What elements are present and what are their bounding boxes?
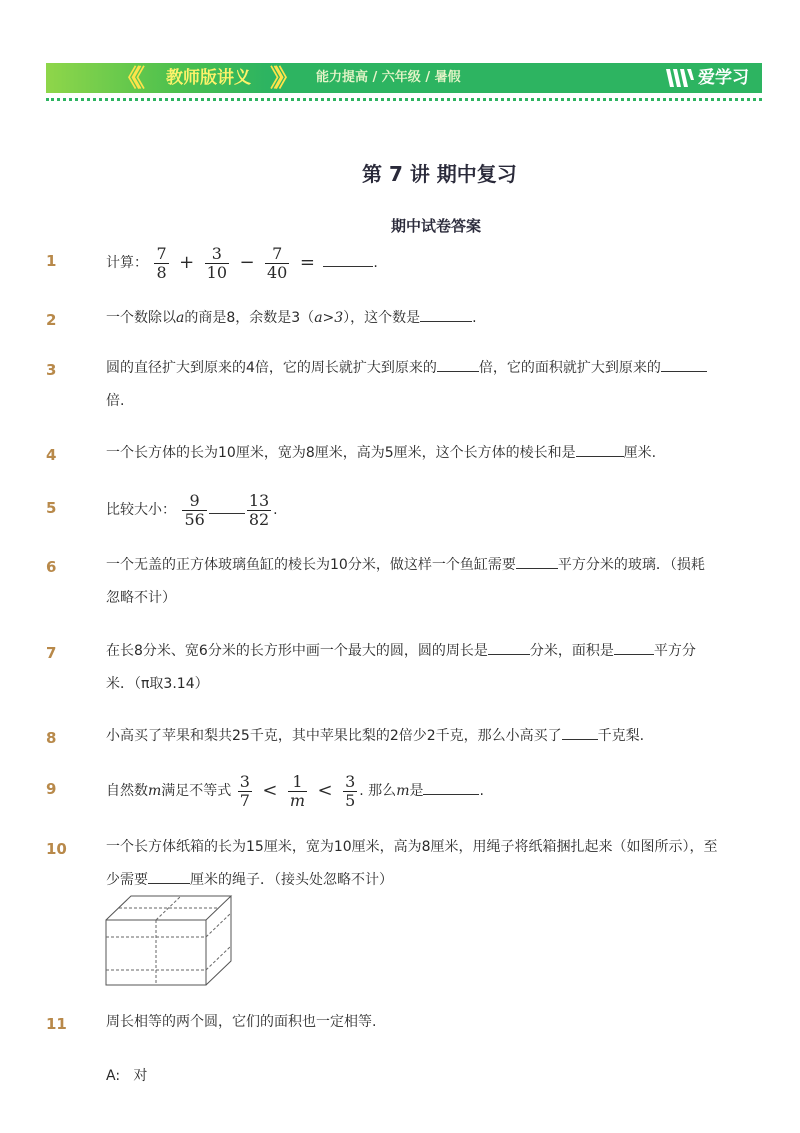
answer-blank[interactable] [420, 305, 472, 322]
fraction: $\frac{1}{m}$ [289, 771, 306, 810]
answer-blank[interactable] [423, 778, 479, 795]
fraction: $\frac{7}{8}$ [156, 243, 167, 282]
question-2 [106, 302, 718, 335]
answer-blank[interactable] [437, 355, 479, 372]
question-text: 周长相等的两个圆，它们的面积也一定相等. [106, 1014, 377, 1030]
question-text: 自然数 [106, 783, 148, 799]
question-text: ），这个数是 [343, 310, 421, 326]
question-number: 3 [46, 361, 57, 379]
question-10 [106, 831, 718, 897]
question-11 [106, 1006, 718, 1039]
answer-title: 期中试卷答案 [391, 217, 482, 235]
fraction: $\frac{3}{5}$ [345, 771, 356, 810]
question-text: 一个数除以 [106, 310, 176, 326]
question-text: 是 [409, 783, 424, 799]
question-text: 倍，它的面积就扩大到原来的 [478, 360, 661, 376]
question-text: 厘米. [623, 445, 657, 461]
question-text: . [479, 783, 484, 799]
box-figure [105, 895, 235, 987]
question-number: 7 [46, 644, 57, 662]
question-3 [106, 352, 718, 418]
question-text: 平方分米的玻璃．（损耗忽略不计） [106, 557, 705, 606]
fraction: $\frac{9}{56}$ [184, 490, 205, 529]
question-text: 圆的直径扩大到原来的4倍，它的周长就扩大到原来的 [106, 360, 437, 376]
header-banner [46, 63, 762, 93]
question-text: 计算： [106, 255, 148, 271]
operator: − [239, 252, 255, 273]
question-number: 10 [46, 840, 67, 858]
question-number: 11 [46, 1015, 67, 1033]
logo-icon [664, 66, 694, 90]
variable: m [148, 783, 162, 799]
question-text: 一个长方体的长为10厘米，宽为8厘米，高为5厘米，这个长方体的棱长和是 [106, 445, 576, 461]
question-number: 9 [46, 780, 57, 798]
question-number: 5 [46, 499, 57, 517]
operator: < [317, 780, 333, 801]
question-text: 小高买了苹果和梨共25千克，其中苹果比梨的2倍少2千克，那么小高买了 [106, 728, 562, 744]
answer-blank[interactable] [576, 440, 624, 457]
option-a[interactable] [106, 1066, 147, 1086]
question-5 [106, 490, 718, 530]
question-text: . 那么 [359, 783, 397, 799]
chevron-right-icon: 》》 [270, 64, 292, 92]
header-divider [46, 98, 762, 101]
variable: m [396, 783, 410, 799]
question-4 [106, 437, 718, 470]
answer-blank[interactable] [516, 552, 558, 569]
question-6 [106, 549, 718, 615]
question-text: 一个长方体纸箱的长为15厘米，宽为10厘米，高为8厘米，用绳子将纸箱捆扎起来（如图所示），至少需要 [106, 839, 718, 888]
operator: < [262, 780, 278, 801]
fraction: $\frac{3}{7}$ [239, 771, 250, 810]
question-number: 6 [46, 558, 57, 576]
chevron-left-icon: 《《 [116, 64, 138, 92]
answer-blank[interactable] [562, 723, 598, 740]
fraction: $\frac{13}{82}$ [248, 490, 270, 529]
question-7 [106, 635, 718, 701]
answer-blank[interactable] [488, 638, 530, 655]
question-text: 倍. [106, 393, 125, 409]
question-text: 满足不等式 [161, 783, 232, 799]
question-number: 4 [46, 446, 57, 464]
question-text: 分米，面积是 [529, 643, 614, 659]
answer-blank[interactable] [209, 491, 245, 514]
question-8 [106, 720, 718, 753]
question-text: 厘米的绳子．（接头处忽略不计） [190, 872, 393, 888]
logo-text: 爱学习 [698, 68, 749, 88]
question-text: 一个无盖的正方体玻璃鱼缸的棱长为10分米，做这样一个鱼缸需要 [106, 557, 516, 573]
variable: a [176, 310, 185, 326]
fraction: $\frac{7}{40}$ [267, 243, 288, 282]
question-text: . [273, 502, 278, 518]
question-text: 千克梨. [597, 728, 645, 744]
question-text: 平方分米．（π取3.14） [106, 643, 696, 692]
option-text: 对 [133, 1068, 148, 1084]
question-text: 在长8分米、宽6分米的长方形中画一个最大的圆，圆的周长是 [106, 643, 488, 659]
question-text: 比较大小： [106, 502, 176, 518]
header-subtitle: 能力提高 / 六年级 / 暑假 [316, 70, 461, 85]
question-1 [106, 243, 718, 283]
answer-blank[interactable] [661, 355, 707, 372]
operator: = [299, 252, 315, 273]
question-number: 1 [46, 252, 57, 270]
fraction: $\frac{3}{10}$ [206, 243, 227, 282]
operator: + [179, 252, 195, 273]
answer-blank[interactable] [148, 867, 190, 884]
answer-blank[interactable] [323, 250, 373, 267]
question-number: 8 [46, 729, 57, 747]
answer-blank[interactable] [614, 638, 654, 655]
lecture-title: 第 7 讲 期中复习 [362, 162, 517, 186]
condition: a>3 [314, 310, 344, 326]
question-number: 2 [46, 311, 57, 329]
question-text: . [373, 255, 378, 271]
question-text: 的商是8，余数是3（ [184, 310, 315, 326]
question-9 [106, 770, 718, 812]
question-text: . [472, 310, 477, 326]
option-label: A: [106, 1068, 121, 1084]
header-title: 教师版讲义 [166, 68, 251, 88]
